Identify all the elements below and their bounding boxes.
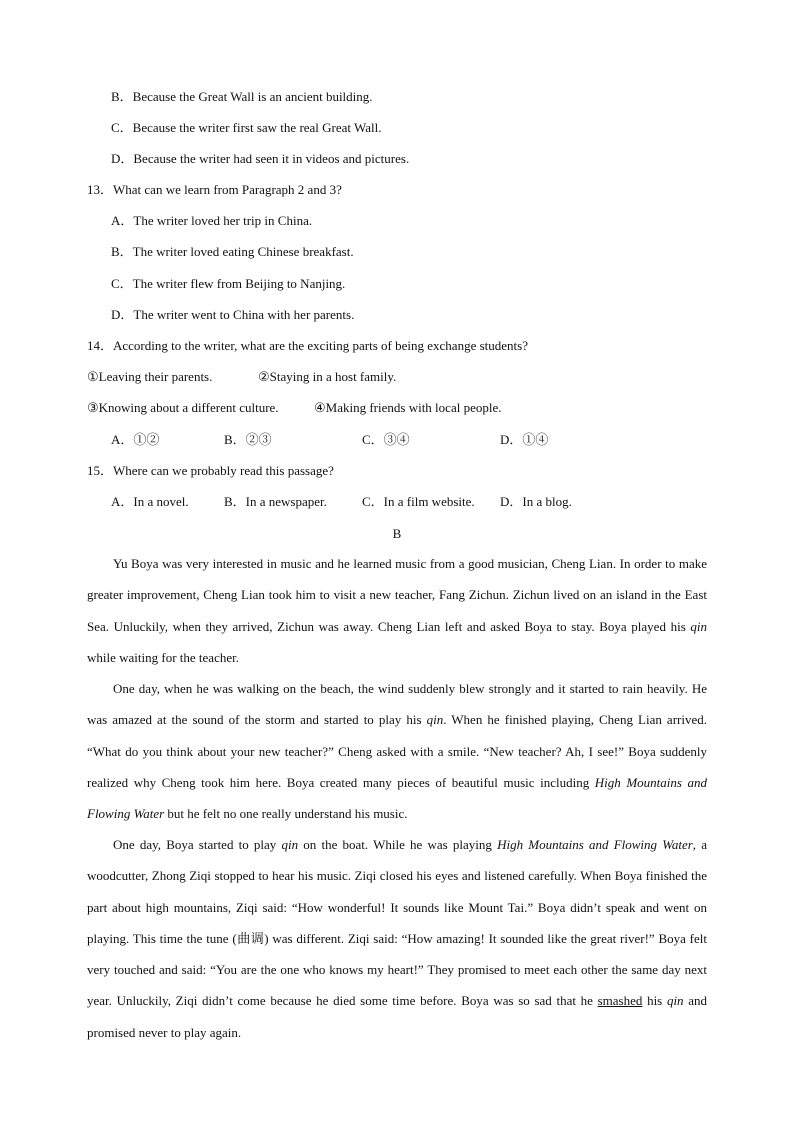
q13-option-c: C．The writer flew from Beijing to Nanjing. [111, 276, 346, 291]
q13-option-b: B．The writer loved eating Chinese breakfast. [111, 244, 354, 259]
section-heading: B [392, 526, 402, 541]
q15-option-b: B．In a newspaper. [224, 494, 327, 509]
q14-stem: 14．According to the writer, what are the exciting parts of being exchange students? [87, 338, 528, 353]
q15-stem: 15．Where can we probably read this passage? [87, 463, 334, 478]
q12-option-c: C．Because the writer first saw the real Great Wall. [111, 120, 382, 135]
q12-option-b: B．Because the Great Wall is an ancient building. [111, 89, 373, 104]
qin-term: qin [426, 712, 444, 728]
q12-option-d: D．Because the writer had seen it in videos and pictures. [111, 151, 410, 166]
q14-item-3: ③Knowing about a different culture. [87, 400, 279, 415]
q14-item-1: ①Leaving their parents. [87, 369, 213, 384]
qin-term: qin [281, 837, 299, 852]
q15-option-d: D．In a blog. [500, 494, 572, 509]
underlined-word-smashed: smashed [597, 993, 643, 1009]
passage-paragraph-2: One day, when he was walking on the beach, the wind suddenly blew strongly and it started to rain heavily. He was amazed at the sound of the storm and started to play his qin. When he finished playing, Cheng Lian arrived. “What do you think about your new teacher?” Cheng asked with a smile. “New teacher? Ah, I see!” Boya suddenly realized why Cheng took him here. Boya created many pieces of beautiful music including High Mountains and Flowing Water but he felt no one really understand his music. [87, 681, 707, 822]
q13-option-d: D．The writer went to China with her parents. [111, 307, 355, 322]
q14-options [111, 432, 711, 448]
music-title: High Mountains and Flowing Water [497, 837, 693, 852]
q13-option-a: A．The writer loved her trip in China. [111, 213, 313, 228]
qin-term: qin [666, 993, 684, 1009]
q14-item-4: ④Making friends with local people. [314, 400, 502, 415]
q14-option-b: B．②③ [224, 432, 272, 447]
qin-term: qin [690, 618, 707, 634]
q13-stem: 13．What can we learn from Paragraph 2 and 3? [87, 182, 342, 197]
q14-option-d: D．①④ [500, 432, 549, 447]
q14-option-a: A．①② [111, 432, 160, 447]
q15-options [111, 494, 711, 510]
q14-option-c: C．③④ [362, 432, 410, 447]
q14-item-2: ②Staying in a host family. [258, 369, 397, 384]
q15-option-c: C．In a film website. [362, 494, 475, 509]
passage-paragraph-1: Yu Boya was very interested in music and he learned music from a good musician, Cheng Lian. In order to make greater improvement, Cheng Lian took him to visit a new teacher, Fang Zichun. Zichun lived on an island in the East Sea. Unluckily, when they arrived, Zichun was away. Cheng Lian left and asked Boya to stay. Boya played his qin while waiting for the teacher. [87, 556, 707, 665]
music-title: High Mountains and Flowing Water [87, 774, 707, 822]
passage-paragraph-3: One day, Boya started to play qin on the boat. While he was playing High Mountains and Flowing Water, a woodcutter, Zhong Ziqi stopped to hear his music. Ziqi closed his eyes and listened carefully. When Boya finished the part about high mountains, Ziqi said: “How wonderful! It sounds like Mount Tai.” Boya didn’t speak and went on playing. This time the tune (曲调) was different. Ziqi said: “How amazing! It sounded like the great river!” Boya felt very touched and said: “You are the one who knows my heart!” They promised to meet each other the same day next year. Unluckily, Ziqi didn’t come because he died some time before. Boya was so sad that he smashed his qin and promised never to play again. [87, 837, 708, 1040]
q15-option-a: A．In a novel. [111, 494, 189, 509]
